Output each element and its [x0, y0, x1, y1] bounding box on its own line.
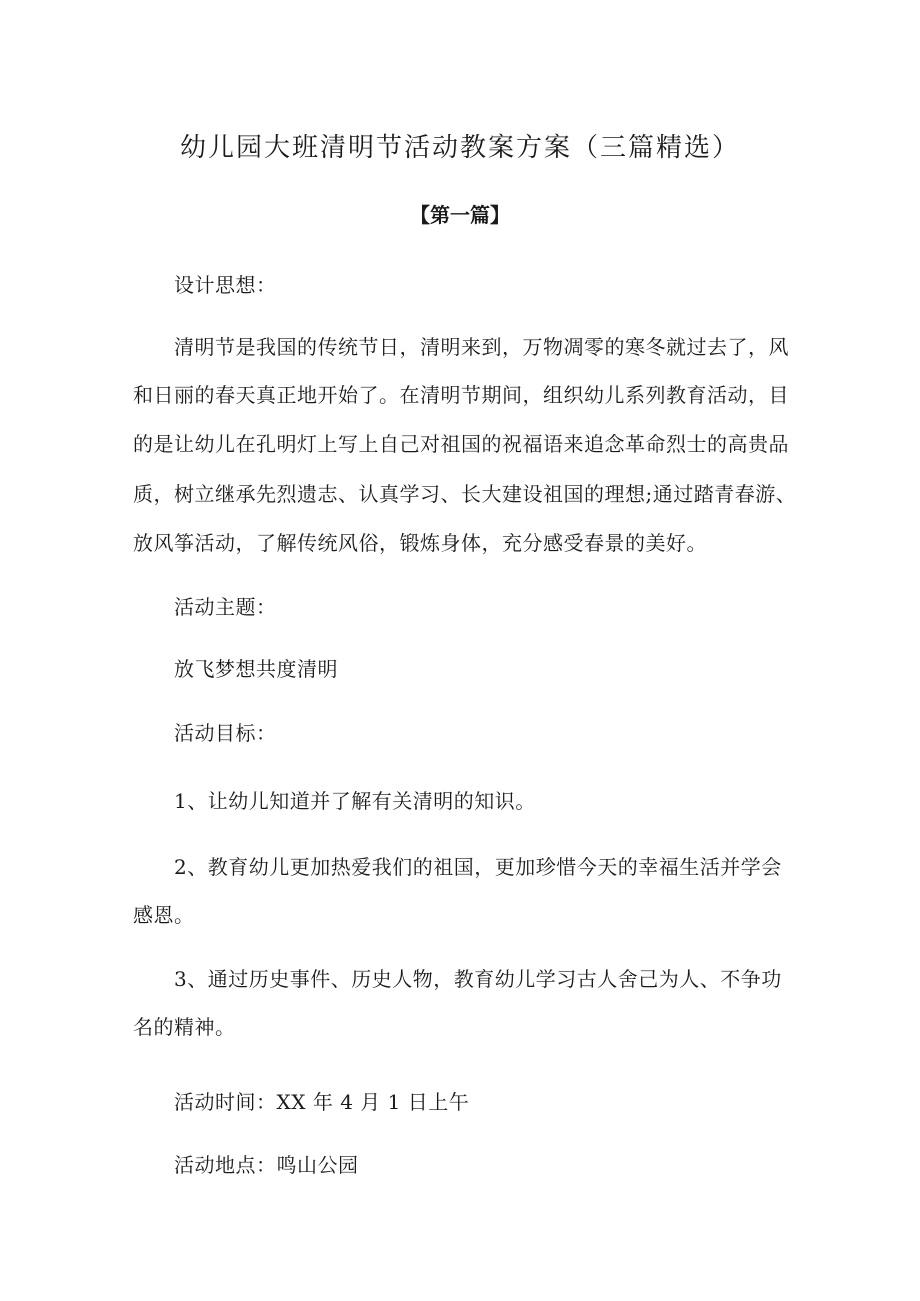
design-label: 设计思想： [174, 273, 277, 297]
goal-item-1: 1、让幼儿知道并了解有关清明的知识。 [174, 789, 536, 813]
theme-label: 活动主题： [174, 595, 277, 619]
design-paragraph-line: 的是让幼儿在孔明灯上写上自己对祖国的祝福语来追念革命烈士的高贵品 [133, 432, 789, 456]
design-paragraph-line: 清明节是我国的传统节日，清明来到，万物凋零的寒冬就过去了，风 [174, 335, 789, 359]
goals-label: 活动目标： [174, 721, 277, 745]
activity-time: 活动时间：XX 年 4 月 1 日上午 [174, 1090, 470, 1114]
section-heading: 【第一篇】 [410, 203, 510, 227]
design-paragraph-line: 和日丽的春天真正地开始了。在清明节期间，组织幼儿系列教育活动，目 [133, 383, 789, 407]
activity-location: 活动地点：鸣山公园 [174, 1153, 359, 1177]
goal-item-3-line: 3、通过历史事件、历史人物，教育幼儿学习古人舍己为人、不争功 [174, 967, 782, 991]
document-title: 幼儿园大班清明节活动教案方案（三篇精选） [179, 133, 740, 163]
goal-item-2-line: 感恩。 [133, 903, 195, 927]
design-paragraph-line: 质，树立继承先烈遗志、认真学习、长大建设祖国的理想;通过踏青春游、 [133, 482, 797, 506]
design-paragraph-line: 放风筝活动，了解传统风俗，锻炼身体，充分感受春景的美好。 [133, 531, 707, 555]
goal-item-3-line: 名的精神。 [133, 1015, 236, 1039]
theme-value: 放飞梦想共度清明 [174, 657, 338, 681]
goal-item-2-line: 2、教育幼儿更加热爱我们的祖国，更加珍惜今天的幸福生活并学会 [174, 855, 782, 879]
